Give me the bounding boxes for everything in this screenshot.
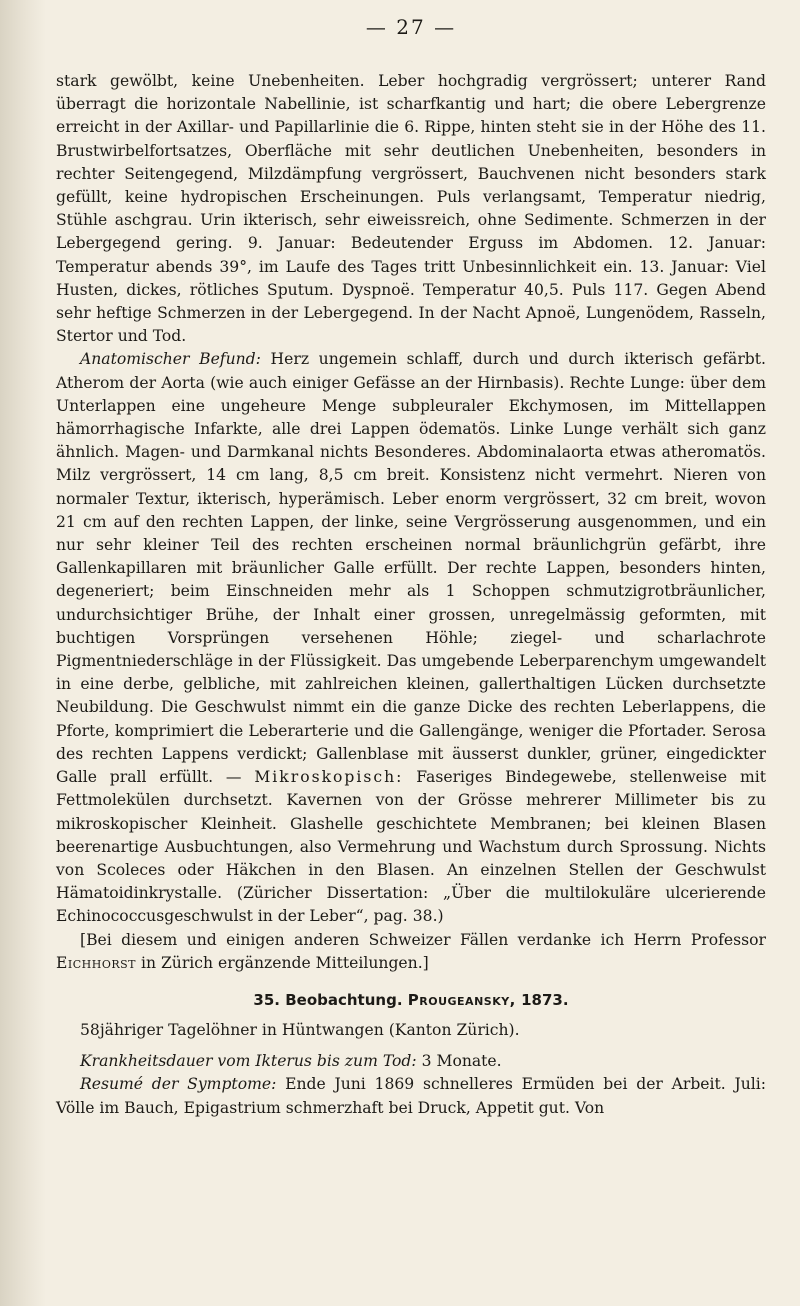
duration-label: Krankheitsdauer vom Ikterus bis zum Tod: bbox=[80, 1052, 417, 1071]
book-page bbox=[56, 14, 766, 1120]
main-text bbox=[56, 70, 766, 975]
observation-year: 1873. bbox=[521, 990, 569, 1009]
symptoms-label: Resumé der Symptome: bbox=[80, 1075, 277, 1094]
microscopic-label: Mikroskopisch: bbox=[254, 768, 404, 787]
observation-author: Prougeansky, bbox=[407, 990, 516, 1009]
anatomy-text: Herz ungemein schlaff, durch und durch ikterisch gefärbt. Atherom der Aorta (wie auch einiger Gefässe an der Hirnbasis). Rechte Lunge: über dem Unterlappen eine ungeheure Menge subpleuraler Ekchymosen, im Mittellappen hämorrhagische Infarkte, alle drei Lappen ödematös. Linke Lunge verhält sich ganz ähnlich. Magen- und Darmkanal nichts Besonderes. Abdominalaorta etwas atheromatös. Milz vergrössert, 14 cm lang, 8,5 cm breit. Konsistenz nicht vermehrt. Nieren von normaler Textur, ikterisch, hyperämisch. Leber enorm vergrössert, 32 cm breit, wovon 21 cm auf den rechten Lappen, der linke, seine Vergrösserung ausgenommen, und ein nur sehr kleiner Teil des rechten erscheinen normal bräunlichgrün gefärbt, ihre Gallenkapillaren mit bräunlicher Galle erfüllt. Der rechte Lappen, besonders hinten, degeneriert; beim Einschneiden mehr als 1 Schoppen schmutzigrotbräunlicher, undurchsichtiger Brühe, der Inhalt einer grossen, unregelmässig geformten, mit buchtigen Vorsprüngen versehenen Höhle; ziegel- und scharlachrote Pigmentniederschläge in der Flüssigkeit. Das umgebende Leberparenchym umgewandelt in eine derbe, gelbliche, mit zahlreichen kleinen, gallerthaltigen Lücken durchsetzte Neubildung. Die Geschwulst nimmt ein die ganze Dicke des rechten Leberlappens, die Pforte, komprimiert die Leberarterie und die Gallengänge, weniger die Pfortader. Serosa des rechten Lappens verdickt; Gallenblase mit äusserst dunkler, grüner, eingedickter Galle prall erfüllt. — bbox=[56, 350, 766, 787]
anatomy-paragraph bbox=[56, 348, 766, 928]
patient-line: 58jähriger Tagelöhner in Hüntwangen (Kanton Zürich). bbox=[80, 1020, 520, 1039]
symptoms-text: Ende Juni 1869 schnelleres Ermüden bei der Arbeit. Juli: Völle im Bauch, Epigastrium schmerzhaft bei Druck, Appetit gut. Von bbox=[56, 1075, 767, 1117]
continued-paragraph: stark gewölbt, keine Unebenheiten. Leber hochgradig vergrössert; unterer Rand überragt die horizontale Nabellinie, ist scharfkantig und hart; die obere Lebergrenze erreicht in der Axillar- und Papillarlinie die 6. Rippe, hinten steht sie in der Höhe des 11. Brustwirbelfortsatzes, Oberfläche mit sehr deutlichen Unebenheiten, besonders in rechter Seitengegend, Milzdämpfung vergrössert, Bauchvenen nicht besonders stark gefüllt, keine hydropischen Erscheinungen. Puls verlangsamt, Temperatur niedrig, Stühle aschgrau. Urin ikterisch, sehr eiweissreich, ohne Sedimente. Schmerzen in der Lebergegend gering. 9. Januar: Bedeutender Erguss im Abdomen. 12. Januar: Temperatur abends 39°, im Laufe des Tages tritt Unbesinnlichkeit ein. 13. Januar: Viel Husten, dickes, rötliches Sputum. Dyspnoë. Temperatur 40,5. Puls 117. Gegen Abend sehr heftige Schmerzen in der Lebergegend. In der Nacht Apnoë, Lungenödem, Rasseln, Stertor und Tod. bbox=[56, 72, 766, 346]
note-text-after: in Zürich ergänzende Mitteilungen.] bbox=[136, 953, 429, 972]
anatomy-label: Anatomischer Befund: bbox=[80, 350, 261, 369]
observation-number: 35. Beobachtung. bbox=[253, 990, 403, 1009]
page-edge-shading bbox=[0, 0, 46, 1306]
note-text-before: [Bei diesem und einigen anderen Schweizer Fällen verdanke ich Herrn Professor bbox=[80, 930, 766, 949]
acknowledgement-note bbox=[56, 929, 766, 975]
duration-value: 3 Monate. bbox=[416, 1052, 502, 1071]
observation-body bbox=[56, 1019, 766, 1120]
symptoms-paragraph bbox=[56, 1073, 766, 1119]
page-number: — 27 — bbox=[365, 15, 457, 39]
microscopic-text: Faseriges Bindegewebe, stellenweise mit Fettmolekülen durchsetzt. Kavernen von der Grösse mehrerer Millimeter bis zu mikroskopischer Kleinheit. Glashelle geschichtete Membranen; bei kleinen Blasen beerenartige Ausbuchtungen, also Vermehrung und Wachstum durch Sprossung. Nichts von Scoleces oder Häkchen in den Blasen. An einzelnen Stellen der Geschwulst Hämatoidinkrystalle. (Züricher Dissertation: „Über die multilokuläre ulcerierende Echinococcusgeschwulst in der Leber“, pag. 38.) bbox=[56, 768, 766, 926]
note-name: Eichhorst bbox=[56, 953, 137, 972]
duration-line bbox=[56, 1050, 766, 1073]
observation-heading bbox=[56, 989, 766, 1011]
